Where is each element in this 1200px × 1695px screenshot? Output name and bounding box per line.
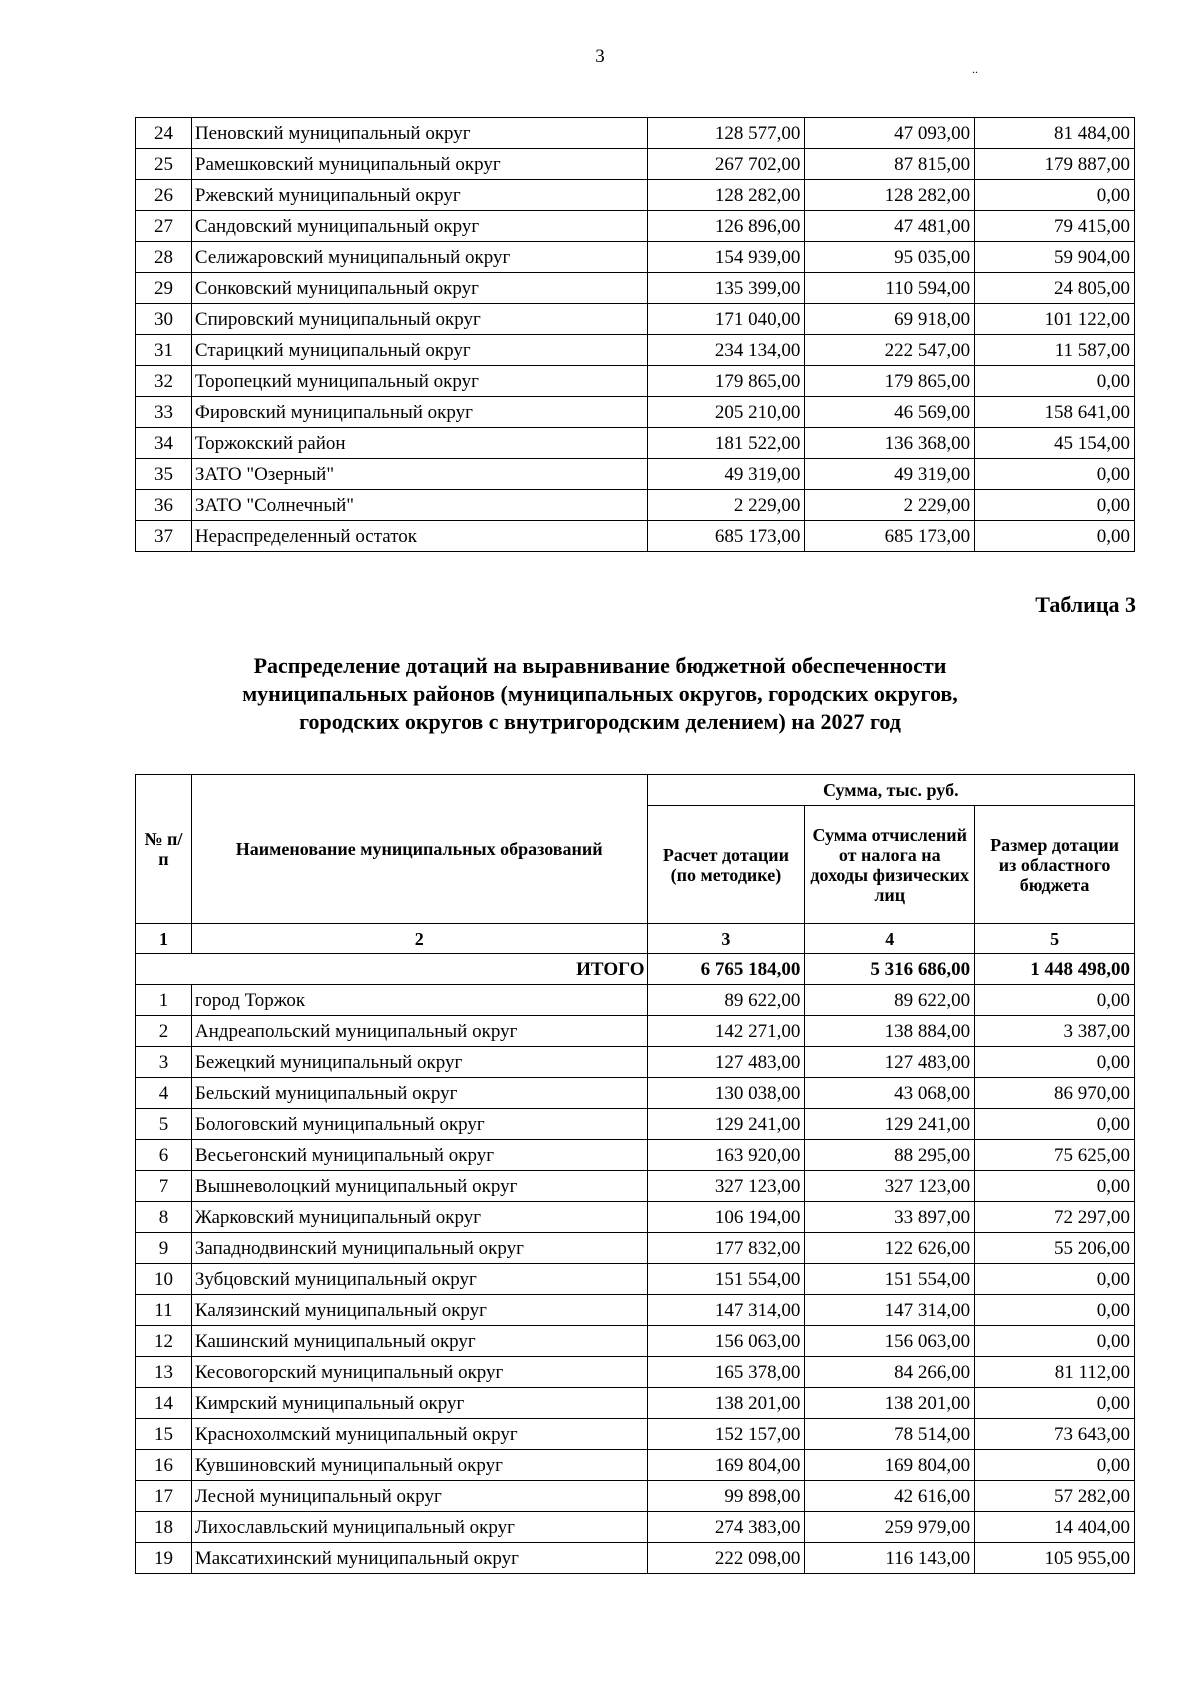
total-calc: 6 765 184,00 [647,954,805,985]
header-ndfl: Сумма отчислений от налога на доходы физических лиц [805,806,975,924]
row-ndfl: 222 547,00 [805,335,975,366]
row-ndfl: 128 282,00 [805,180,975,211]
row-name: Спировский муниципальный округ [191,304,647,335]
row-ndfl: 116 143,00 [805,1543,975,1574]
row-ndfl: 685 173,00 [805,521,975,552]
row-subsidy: 101 122,00 [975,304,1135,335]
row-ndfl: 136 368,00 [805,428,975,459]
row-number: 34 [136,428,192,459]
row-calc: 165 378,00 [647,1357,805,1388]
row-calc: 99 898,00 [647,1481,805,1512]
table-row [136,1326,1135,1357]
row-ndfl: 327 123,00 [805,1171,975,1202]
total-ndfl: 5 316 686,00 [805,954,975,985]
row-calc: 163 920,00 [647,1140,805,1171]
table-3-label: Таблица 3 [1035,592,1136,617]
row-name: Лесной муниципальный округ [191,1481,647,1512]
row-ndfl: 33 897,00 [805,1202,975,1233]
row-subsidy: 0,00 [975,1109,1135,1140]
table-row [136,1512,1135,1543]
row-calc: 135 399,00 [647,273,805,304]
title-line-1: Распределение дотаций на выравнивание бюджетной обеспеченности [253,653,947,678]
row-number: 1 [136,985,192,1016]
row-subsidy: 0,00 [975,459,1135,490]
row-calc: 142 271,00 [647,1016,805,1047]
row-subsidy: 0,00 [975,521,1135,552]
row-number: 2 [136,1016,192,1047]
row-name: ЗАТО "Солнечный" [191,490,647,521]
row-name: Сонковский муниципальный округ [191,273,647,304]
row-ndfl: 138 201,00 [805,1388,975,1419]
row-name: Пеновский муниципальный округ [191,118,647,149]
table-row [136,1543,1135,1574]
row-subsidy: 0,00 [975,1388,1135,1419]
table-row [136,1233,1135,1264]
row-number: 31 [136,335,192,366]
scan-speck: .. [972,62,978,76]
total-label: ИТОГО [136,954,648,985]
row-ndfl: 179 865,00 [805,366,975,397]
row-ndfl: 46 569,00 [805,397,975,428]
row-calc: 147 314,00 [647,1295,805,1326]
row-calc: 327 123,00 [647,1171,805,1202]
row-subsidy: 59 904,00 [975,242,1135,273]
row-subsidy: 73 643,00 [975,1419,1135,1450]
row-name: Кимрский муниципальный округ [191,1388,647,1419]
table-row [136,1202,1135,1233]
row-number: 29 [136,273,192,304]
col-number-3: 3 [647,924,805,954]
row-name: Нераспределенный остаток [191,521,647,552]
row-calc: 89 622,00 [647,985,805,1016]
total-row [136,954,1135,985]
row-subsidy: 57 282,00 [975,1481,1135,1512]
continued-table [135,117,1135,552]
row-number: 33 [136,397,192,428]
row-subsidy: 11 587,00 [975,335,1135,366]
row-subsidy: 105 955,00 [975,1543,1135,1574]
row-number: 13 [136,1357,192,1388]
row-ndfl: 151 554,00 [805,1264,975,1295]
row-number: 28 [136,242,192,273]
row-name: Фировский муниципальный округ [191,397,647,428]
row-ndfl: 110 594,00 [805,273,975,304]
row-ndfl: 122 626,00 [805,1233,975,1264]
header-name: Наименование муниципальных образований [191,775,647,924]
row-calc: 181 522,00 [647,428,805,459]
row-calc: 205 210,00 [647,397,805,428]
row-name: Андреапольский муниципальный округ [191,1016,647,1047]
row-number: 25 [136,149,192,180]
row-name: Вышневолоцкий муниципальный округ [191,1171,647,1202]
row-calc: 179 865,00 [647,366,805,397]
row-number: 19 [136,1543,192,1574]
header-subsidy: Размер дотации из областного бюджета [975,806,1135,924]
row-name: Калязинский муниципальный округ [191,1295,647,1326]
row-subsidy: 0,00 [975,1047,1135,1078]
table-row [136,1109,1135,1140]
row-calc: 171 040,00 [647,304,805,335]
row-name: Кашинский муниципальный округ [191,1326,647,1357]
row-name: Западнодвинский муниципальный округ [191,1233,647,1264]
row-name: Кесовогорский муниципальный округ [191,1357,647,1388]
page-number: 3 [595,46,605,67]
row-calc: 2 229,00 [647,490,805,521]
row-number: 3 [136,1047,192,1078]
row-ndfl: 84 266,00 [805,1357,975,1388]
row-number: 37 [136,521,192,552]
row-ndfl: 87 815,00 [805,149,975,180]
table-row [136,1016,1135,1047]
table-row [136,1481,1135,1512]
row-ndfl: 156 063,00 [805,1326,975,1357]
row-ndfl: 88 295,00 [805,1140,975,1171]
row-ndfl: 129 241,00 [805,1109,975,1140]
row-calc: 106 194,00 [647,1202,805,1233]
row-subsidy: 55 206,00 [975,1233,1135,1264]
table-row [136,149,1135,180]
total-subsidy: 1 448 498,00 [975,954,1135,985]
row-number: 7 [136,1171,192,1202]
row-ndfl: 147 314,00 [805,1295,975,1326]
row-subsidy: 0,00 [975,1450,1135,1481]
row-subsidy: 0,00 [975,985,1135,1016]
row-ndfl: 43 068,00 [805,1078,975,1109]
table-row [136,1419,1135,1450]
row-ndfl: 89 622,00 [805,985,975,1016]
row-number: 4 [136,1078,192,1109]
row-name: Торопецкий муниципальный округ [191,366,647,397]
table-row [136,1388,1135,1419]
row-subsidy: 72 297,00 [975,1202,1135,1233]
row-number: 36 [136,490,192,521]
row-calc: 128 577,00 [647,118,805,149]
row-subsidy: 0,00 [975,1295,1135,1326]
row-calc: 156 063,00 [647,1326,805,1357]
row-name: Селижаровский муниципальный округ [191,242,647,273]
header-calc: Расчет дотации (по методике) [647,806,805,924]
row-calc: 138 201,00 [647,1388,805,1419]
row-number: 27 [136,211,192,242]
table-row [136,1047,1135,1078]
table-row [136,1295,1135,1326]
row-calc: 234 134,00 [647,335,805,366]
row-ndfl: 259 979,00 [805,1512,975,1543]
table-row [136,273,1135,304]
row-number: 16 [136,1450,192,1481]
table-row [136,211,1135,242]
row-calc: 267 702,00 [647,149,805,180]
row-name: город Торжок [191,985,647,1016]
row-name: Ржевский муниципальный округ [191,180,647,211]
row-number: 8 [136,1202,192,1233]
row-name: Весьегонский муниципальный округ [191,1140,647,1171]
row-ndfl: 47 481,00 [805,211,975,242]
row-name: Лихославльский муниципальный округ [191,1512,647,1543]
row-ndfl: 2 229,00 [805,490,975,521]
row-subsidy: 0,00 [975,1171,1135,1202]
row-name: Старицкий муниципальный округ [191,335,647,366]
header-sum-group: Сумма, тыс. руб. [647,775,1134,806]
row-name: ЗАТО "Озерный" [191,459,647,490]
row-subsidy: 14 404,00 [975,1512,1135,1543]
row-subsidy: 0,00 [975,1326,1135,1357]
row-calc: 177 832,00 [647,1233,805,1264]
row-number: 11 [136,1295,192,1326]
row-subsidy: 81 112,00 [975,1357,1135,1388]
title-line-2: муниципальных районов (муниципальных округов, городских округов, [242,681,958,706]
row-number: 18 [136,1512,192,1543]
row-number: 26 [136,180,192,211]
table-title [0,652,1200,736]
row-ndfl: 169 804,00 [805,1450,975,1481]
row-number: 24 [136,118,192,149]
row-calc: 169 804,00 [647,1450,805,1481]
row-number: 15 [136,1419,192,1450]
header-num: № п/п [136,775,192,924]
row-number: 9 [136,1233,192,1264]
row-name: Бельский муниципальный округ [191,1078,647,1109]
row-subsidy: 86 970,00 [975,1078,1135,1109]
row-subsidy: 179 887,00 [975,149,1135,180]
table-row [136,428,1135,459]
row-ndfl: 95 035,00 [805,242,975,273]
col-number-4: 4 [805,924,975,954]
row-ndfl: 49 319,00 [805,459,975,490]
table-row [136,1264,1135,1295]
table-row [136,304,1135,335]
table-row [136,1357,1135,1388]
row-calc: 127 483,00 [647,1047,805,1078]
row-subsidy: 45 154,00 [975,428,1135,459]
table-row [136,490,1135,521]
row-number: 32 [136,366,192,397]
table-row [136,521,1135,552]
row-ndfl: 69 918,00 [805,304,975,335]
table-row [136,985,1135,1016]
row-calc: 152 157,00 [647,1419,805,1450]
table-row [136,242,1135,273]
row-number: 30 [136,304,192,335]
row-number: 14 [136,1388,192,1419]
row-calc: 129 241,00 [647,1109,805,1140]
distribution-table [135,774,1135,1574]
row-name: Рамешковский муниципальный округ [191,149,647,180]
row-number: 35 [136,459,192,490]
row-number: 6 [136,1140,192,1171]
row-calc: 154 939,00 [647,242,805,273]
row-name: Максатихинский муниципальный округ [191,1543,647,1574]
row-calc: 128 282,00 [647,180,805,211]
row-number: 17 [136,1481,192,1512]
row-name: Бежецкий муниципальный округ [191,1047,647,1078]
row-subsidy: 3 387,00 [975,1016,1135,1047]
row-name: Краснохолмский муниципальный округ [191,1419,647,1450]
table-row [136,1171,1135,1202]
row-ndfl: 127 483,00 [805,1047,975,1078]
col-number-1: 1 [136,924,192,954]
row-subsidy: 0,00 [975,1264,1135,1295]
row-subsidy: 75 625,00 [975,1140,1135,1171]
col-number-2: 2 [191,924,647,954]
table-row [136,1450,1135,1481]
row-calc: 130 038,00 [647,1078,805,1109]
row-ndfl: 78 514,00 [805,1419,975,1450]
row-subsidy: 0,00 [975,366,1135,397]
table-row [136,1078,1135,1109]
row-number: 5 [136,1109,192,1140]
title-line-3: городских округов с внутригородским делением) на 2027 год [299,709,901,734]
row-calc: 126 896,00 [647,211,805,242]
row-subsidy: 0,00 [975,490,1135,521]
row-subsidy: 79 415,00 [975,211,1135,242]
row-calc: 49 319,00 [647,459,805,490]
table-row [136,1140,1135,1171]
table-row [136,459,1135,490]
row-calc: 222 098,00 [647,1543,805,1574]
row-name: Торжокский район [191,428,647,459]
row-subsidy: 158 641,00 [975,397,1135,428]
row-ndfl: 138 884,00 [805,1016,975,1047]
row-name: Зубцовский муниципальный округ [191,1264,647,1295]
row-subsidy: 81 484,00 [975,118,1135,149]
row-name: Жарковский муниципальный округ [191,1202,647,1233]
table-row [136,180,1135,211]
row-calc: 151 554,00 [647,1264,805,1295]
table-row [136,118,1135,149]
row-name: Сандовский муниципальный округ [191,211,647,242]
row-name: Кувшиновский муниципальный округ [191,1450,647,1481]
col-number-5: 5 [975,924,1135,954]
row-calc: 685 173,00 [647,521,805,552]
row-name: Бологовский муниципальный округ [191,1109,647,1140]
row-subsidy: 0,00 [975,180,1135,211]
row-ndfl: 42 616,00 [805,1481,975,1512]
row-ndfl: 47 093,00 [805,118,975,149]
row-number: 10 [136,1264,192,1295]
table-row [136,335,1135,366]
table-row [136,397,1135,428]
row-number: 12 [136,1326,192,1357]
row-calc: 274 383,00 [647,1512,805,1543]
table-row [136,366,1135,397]
row-subsidy: 24 805,00 [975,273,1135,304]
